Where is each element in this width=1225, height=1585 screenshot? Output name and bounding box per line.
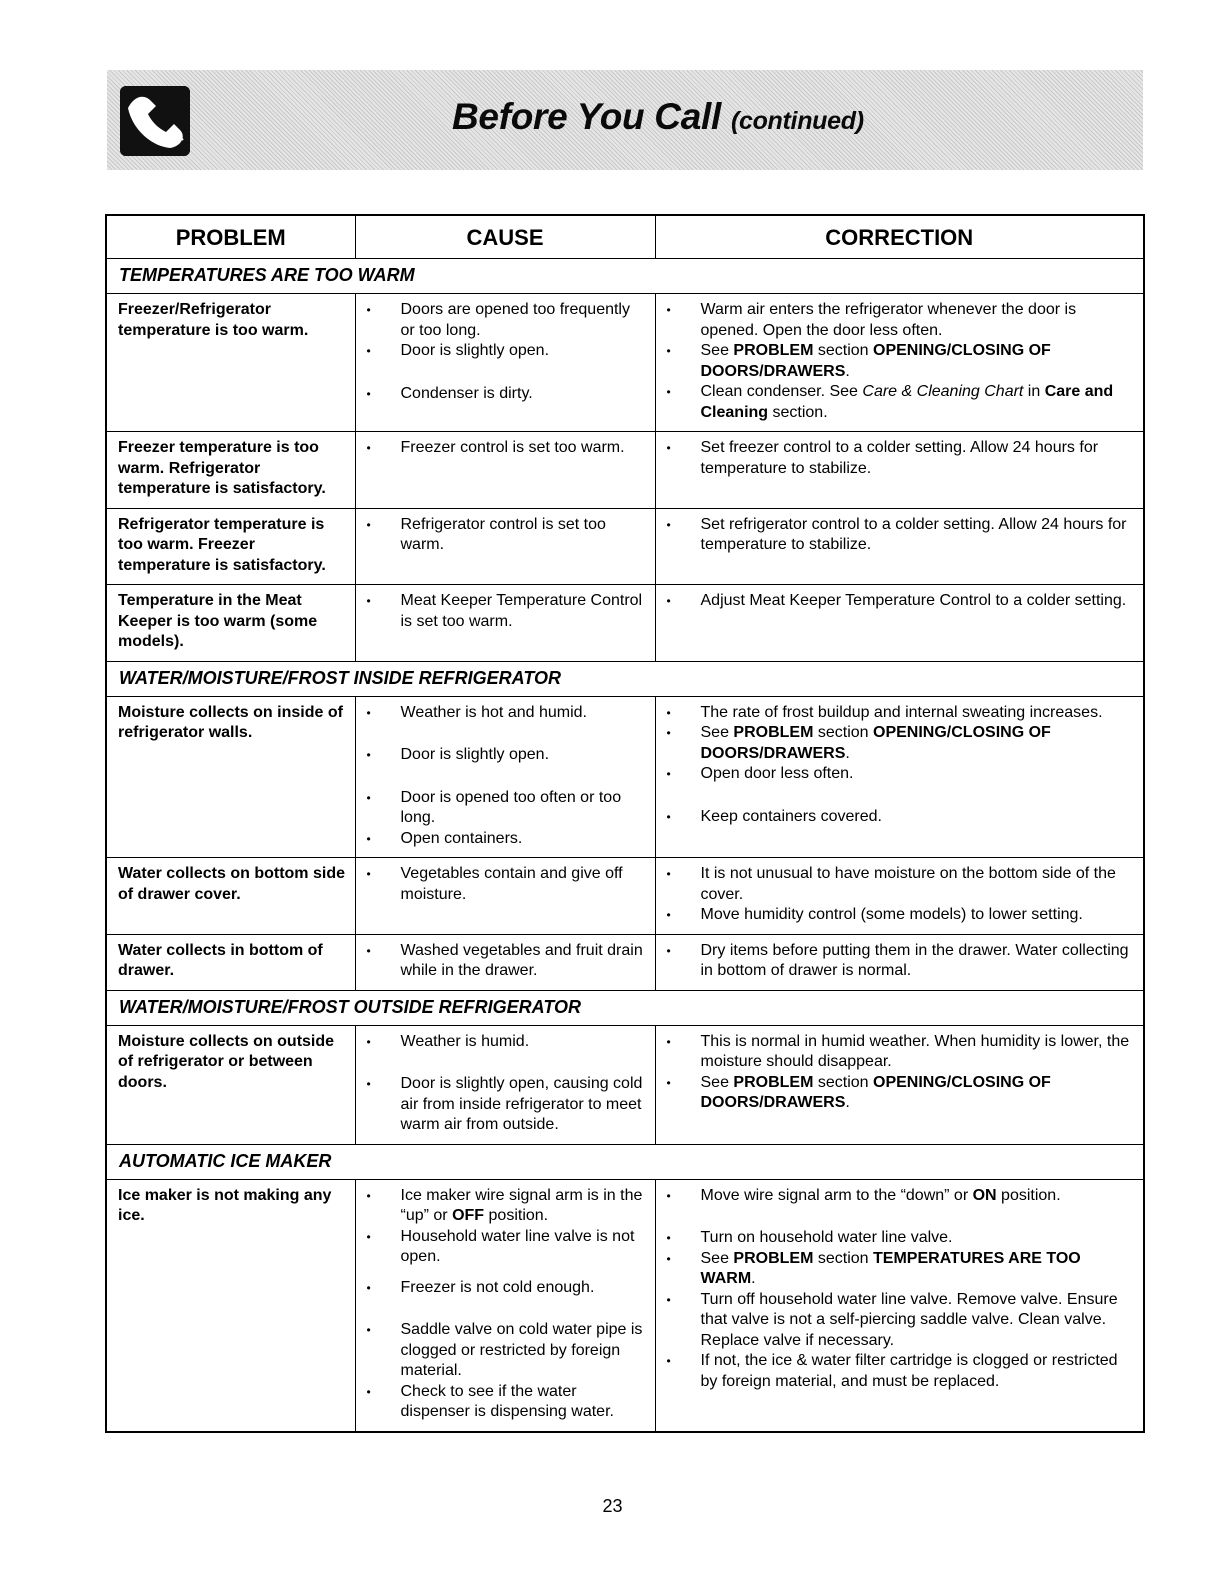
problem-cell: Freezer/Refrigerator temperature is too warm.	[106, 294, 355, 432]
problem-cell: Ice maker is not making any ice.	[106, 1179, 355, 1432]
correction-list	[656, 585, 1144, 620]
problem-cell: Refrigerator temperature is too warm. Freezer temperature is satisfactory.	[106, 508, 355, 585]
cause-item: • Freezer is not cold enough.	[356, 1278, 647, 1299]
troubleshooting-table	[105, 214, 1145, 1433]
correction-cell	[655, 696, 1144, 858]
correction-item: • Move wire signal arm to the “down” or ON position.	[656, 1186, 1136, 1207]
cause-cell	[355, 585, 655, 662]
correction-item: • See PROBLEM section OPENING/CLOSING OF DOORS/DRAWERS.	[656, 341, 1136, 382]
table-row	[106, 294, 1144, 432]
page-title-suffix: (continued)	[730, 107, 864, 135]
cause-item: • Weather is humid.	[356, 1032, 647, 1053]
cause-list	[356, 1026, 655, 1144]
table-row	[106, 432, 1144, 509]
cause-list	[356, 697, 655, 858]
cause-list	[356, 585, 655, 640]
section-title: WATER/MOISTURE/FROST INSIDE REFRIGERATOR	[106, 661, 1144, 696]
table-header-row	[106, 215, 1144, 259]
correction-list	[656, 697, 1144, 836]
correction-item: • The rate of frost buildup and internal sweating increases.	[656, 703, 1136, 724]
cause-cell	[355, 858, 655, 935]
cause-cell	[355, 1179, 655, 1432]
cause-item: • Ice maker wire signal arm is in the “up” or OFF position.	[356, 1186, 647, 1227]
correction-list	[656, 1180, 1144, 1401]
cause-item: • Washed vegetables and fruit drain while in the drawer.	[356, 941, 647, 982]
correction-item: • Set refrigerator control to a colder setting. Allow 24 hours for temperature to stabilize.	[656, 515, 1136, 556]
correction-item: • Move humidity control (some models) to lower setting.	[656, 905, 1136, 926]
table-row	[106, 1025, 1144, 1144]
correction-list	[656, 935, 1144, 990]
cause-item: • Saddle valve on cold water pipe is clogged or restricted by foreign material.	[356, 1320, 647, 1382]
correction-item: • Turn off household water line valve. Remove valve. Ensure that valve is not a self-piercing saddle valve. Clean valve. Replace valve if necessary.	[656, 1290, 1136, 1352]
correction-list	[656, 294, 1144, 431]
correction-item: • Clean condenser. See Care & Cleaning Chart in Care and Cleaning section.	[656, 382, 1136, 423]
problem-cell: Temperature in the Meat Keeper is too warm (some models).	[106, 585, 355, 662]
correction-cell	[655, 1025, 1144, 1144]
cause-item: • Door is slightly open, causing cold air from inside refrigerator to meet warm air from outside.	[356, 1074, 647, 1136]
cause-item: • Door is opened too often or too long.	[356, 788, 647, 829]
correction-item: • See PROBLEM section TEMPERATURES ARE TOO WARM.	[656, 1249, 1136, 1290]
correction-item: • Warm air enters the refrigerator whenever the door is opened. Open the door less often.	[656, 300, 1136, 341]
cause-cell	[355, 508, 655, 585]
problem-cell: Moisture collects on inside of refrigerator walls.	[106, 696, 355, 858]
table-row	[106, 934, 1144, 990]
correction-cell	[655, 934, 1144, 990]
problem-cell: Moisture collects on outside of refrigerator or between doors.	[106, 1025, 355, 1144]
correction-item: • Open door less often.	[656, 764, 1136, 785]
section-header-row	[106, 259, 1144, 294]
section-title: WATER/MOISTURE/FROST OUTSIDE REFRIGERATOR	[106, 990, 1144, 1025]
cause-cell	[355, 432, 655, 509]
table-row	[106, 508, 1144, 585]
telephone-handset-icon	[120, 86, 190, 156]
cause-item: • Door is slightly open.	[356, 745, 647, 766]
table-body	[106, 259, 1144, 1432]
cause-item: • Refrigerator control is set too warm.	[356, 515, 647, 556]
cause-cell	[355, 696, 655, 858]
correction-cell	[655, 294, 1144, 432]
correction-item: • Turn on household water line valve.	[656, 1228, 1136, 1249]
cause-item: • Weather is hot and humid.	[356, 703, 647, 724]
correction-item: • Set freezer control to a colder setting. Allow 24 hours for temperature to stabilize.	[656, 438, 1136, 479]
correction-cell	[655, 858, 1144, 935]
cause-item: • Vegetables contain and give off moisture.	[356, 864, 647, 905]
correction-list	[656, 432, 1144, 487]
section-header-row	[106, 1144, 1144, 1179]
cause-list	[356, 432, 655, 467]
correction-list	[656, 858, 1144, 934]
section-title: TEMPERATURES ARE TOO WARM	[106, 259, 1144, 294]
page-title	[452, 96, 864, 138]
correction-item: • Keep containers covered.	[656, 807, 1136, 828]
correction-item: • Dry items before putting them in the drawer. Water collecting in bottom of drawer is normal.	[656, 941, 1136, 982]
correction-cell	[655, 432, 1144, 509]
cause-item: • Doors are opened too frequently or too long.	[356, 300, 647, 341]
correction-list	[656, 509, 1144, 564]
page-title-main: Before You Call	[452, 96, 721, 137]
table-row	[106, 1179, 1144, 1432]
table-row	[106, 585, 1144, 662]
table-row	[106, 858, 1144, 935]
cause-item: • Condenser is dirty.	[356, 384, 647, 405]
correction-cell	[655, 508, 1144, 585]
cause-item: • Freezer control is set too warm.	[356, 438, 647, 459]
correction-item: • See PROBLEM section OPENING/CLOSING OF DOORS/DRAWERS.	[656, 723, 1136, 764]
cause-cell	[355, 294, 655, 432]
cause-item: • Check to see if the water dispenser is dispensing water.	[356, 1382, 647, 1423]
cause-item: • Open containers.	[356, 829, 647, 850]
correction-item: • If not, the ice & water filter cartridge is clogged or restricted by foreign material, and must be replaced.	[656, 1351, 1136, 1392]
cause-list	[356, 294, 655, 412]
column-header-problem: PROBLEM	[106, 215, 355, 259]
cause-item: • Meat Keeper Temperature Control is set too warm.	[356, 591, 647, 632]
section-title: AUTOMATIC ICE MAKER	[106, 1144, 1144, 1179]
correction-cell	[655, 585, 1144, 662]
problem-cell: Water collects in bottom of drawer.	[106, 934, 355, 990]
correction-item: • See PROBLEM section OPENING/CLOSING OF DOORS/DRAWERS.	[656, 1073, 1136, 1114]
correction-item: • Adjust Meat Keeper Temperature Control to a colder setting.	[656, 591, 1136, 612]
section-header-row	[106, 661, 1144, 696]
cause-list	[356, 509, 655, 564]
correction-item: • This is normal in humid weather. When humidity is lower, the moisture should disappear.	[656, 1032, 1136, 1073]
correction-cell	[655, 1179, 1144, 1432]
table-row	[106, 696, 1144, 858]
correction-list	[656, 1026, 1144, 1122]
problem-cell: Water collects on bottom side of drawer cover.	[106, 858, 355, 935]
section-header-row	[106, 990, 1144, 1025]
cause-item: • Door is slightly open.	[356, 341, 647, 362]
cause-list	[356, 935, 655, 990]
cause-item: • Household water line valve is not open.	[356, 1227, 647, 1268]
correction-item: • It is not unusual to have moisture on the bottom side of the cover.	[656, 864, 1136, 905]
page-number: 23	[602, 1496, 623, 1516]
problem-cell: Freezer temperature is too warm. Refrigerator temperature is satisfactory.	[106, 432, 355, 509]
column-header-cause: CAUSE	[355, 215, 655, 259]
cause-cell	[355, 934, 655, 990]
column-header-correction: CORRECTION	[655, 215, 1144, 259]
cause-list	[356, 858, 655, 913]
cause-cell	[355, 1025, 655, 1144]
cause-list	[356, 1180, 655, 1431]
